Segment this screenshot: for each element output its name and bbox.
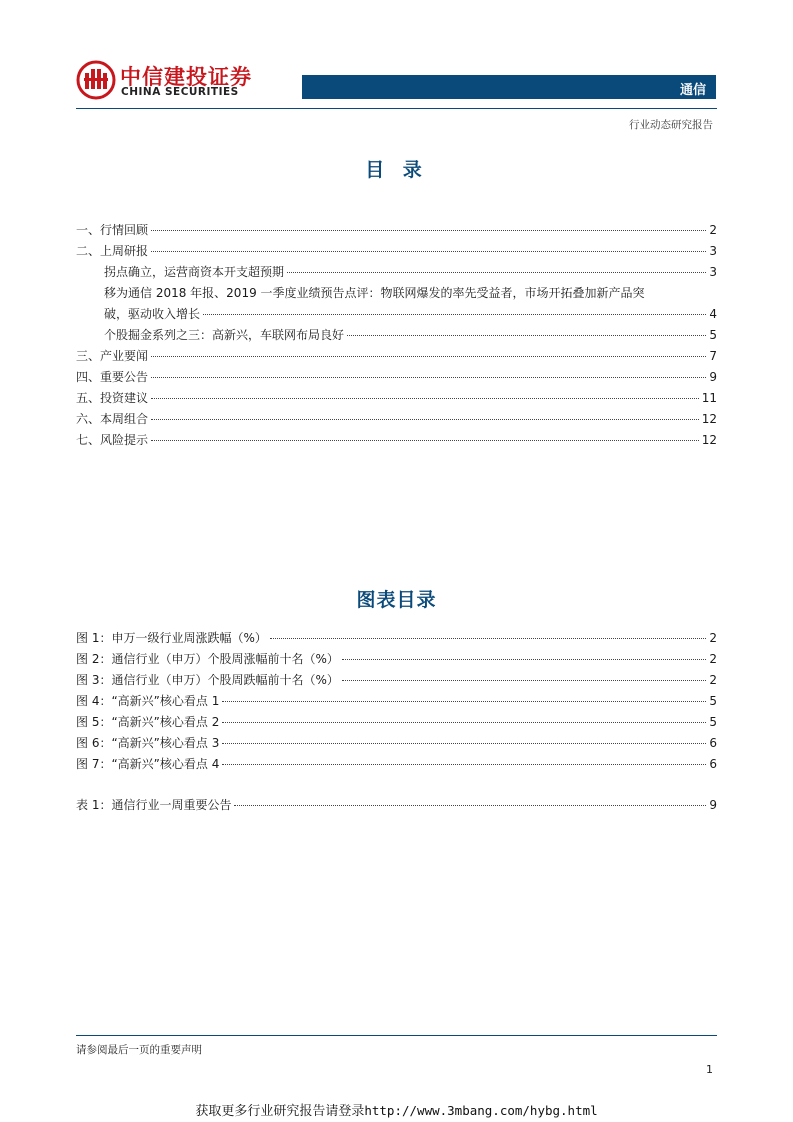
dot-leader bbox=[151, 251, 706, 252]
promo-link[interactable]: http://www.3mbang.com/hybg.html bbox=[364, 1103, 598, 1118]
figure-entry-page: 2 bbox=[709, 673, 717, 687]
toc-entry-text: 二、上周研报 bbox=[76, 244, 149, 258]
toc-entry-page: 3 bbox=[709, 244, 717, 258]
toc-entry-page: 7 bbox=[709, 349, 717, 363]
figure-entry[interactable] bbox=[76, 733, 717, 754]
table-of-contents bbox=[76, 220, 717, 451]
toc-entry-page: 2 bbox=[709, 223, 717, 237]
figure-entry-page: 2 bbox=[709, 631, 717, 645]
dot-leader bbox=[287, 272, 706, 273]
toc-title: 目 录 bbox=[365, 159, 428, 181]
figure-entry[interactable] bbox=[76, 649, 717, 670]
figure-entry-text: 图 2：通信行业（申万）个股周涨幅前十名（%） bbox=[76, 652, 339, 666]
toc-entry-text: 一、行情回顾 bbox=[76, 223, 149, 237]
promo-line bbox=[0, 1100, 793, 1119]
dot-leader bbox=[347, 335, 706, 336]
toc-entry-text: 六、本周组合 bbox=[76, 412, 149, 426]
page-number: 1 bbox=[706, 1063, 713, 1076]
company-logo bbox=[76, 60, 251, 100]
figure-entry-page: 6 bbox=[709, 757, 717, 771]
toc-entry-page: 12 bbox=[701, 433, 717, 447]
dot-leader bbox=[151, 377, 706, 378]
toc-subentry-continuation[interactable] bbox=[76, 304, 717, 325]
dot-leader bbox=[222, 722, 706, 723]
figure-entry-text: 图 4：“高新兴”核心看点 1 bbox=[76, 694, 220, 708]
toc-entry-text: 五、投资建议 bbox=[76, 391, 149, 405]
toc-entry[interactable] bbox=[76, 220, 717, 241]
dot-leader bbox=[151, 419, 699, 420]
dot-leader bbox=[342, 659, 707, 660]
figure-entry-page: 5 bbox=[709, 715, 717, 729]
toc-entry-text: 三、产业要闻 bbox=[76, 349, 149, 363]
toc-entry-text-line2: 破，驱动收入增长 bbox=[104, 307, 201, 321]
toc-entry[interactable] bbox=[76, 241, 717, 262]
figure-entry[interactable] bbox=[76, 691, 717, 712]
logo-chinese-name: 中信建投证券 bbox=[120, 65, 252, 89]
china-securities-seal-icon bbox=[76, 60, 116, 100]
dot-leader bbox=[151, 230, 706, 231]
figures-list bbox=[76, 628, 717, 775]
toc-entry-page: 11 bbox=[701, 391, 717, 405]
figure-entry[interactable] bbox=[76, 712, 717, 733]
figure-entry[interactable] bbox=[76, 754, 717, 775]
toc-entry[interactable] bbox=[76, 388, 717, 409]
figure-entry-page: 5 bbox=[709, 694, 717, 708]
dot-leader bbox=[342, 680, 707, 681]
figure-entry-text: 图 7：“高新兴”核心看点 4 bbox=[76, 757, 220, 771]
toc-entry-text: 个股掘金系列之三：高新兴，车联网布局良好 bbox=[104, 328, 345, 342]
disclaimer-note: 请参阅最后一页的重要声明 bbox=[76, 1044, 202, 1056]
table-entry-page: 9 bbox=[709, 798, 717, 812]
toc-entry[interactable] bbox=[76, 430, 717, 451]
dot-leader bbox=[270, 638, 707, 639]
dot-leader bbox=[222, 764, 706, 765]
footer-divider bbox=[76, 1035, 717, 1036]
toc-entry[interactable] bbox=[76, 367, 717, 388]
table-entry-text: 表 1：通信行业一周重要公告 bbox=[76, 798, 232, 812]
figure-entry-page: 6 bbox=[709, 736, 717, 750]
toc-subentry[interactable] bbox=[76, 262, 717, 283]
figure-entry[interactable] bbox=[76, 628, 717, 649]
report-type-label: 行业动态研究报告 bbox=[629, 119, 713, 131]
logo-english-name: CHINA SECURITIES bbox=[121, 86, 239, 98]
header-divider bbox=[76, 108, 717, 109]
figure-entry-page: 2 bbox=[709, 652, 717, 666]
toc-entry-text: 四、重要公告 bbox=[76, 370, 149, 384]
dot-leader bbox=[203, 314, 706, 315]
table-entry[interactable] bbox=[76, 795, 717, 816]
toc-entry[interactable] bbox=[76, 346, 717, 367]
figure-entry-text: 图 5：“高新兴”核心看点 2 bbox=[76, 715, 220, 729]
toc-entry[interactable] bbox=[76, 409, 717, 430]
dot-leader bbox=[151, 440, 699, 441]
figure-entry-text: 图 1：申万一级行业周涨跌幅（%） bbox=[76, 631, 267, 645]
figures-toc-title: 图表目录 bbox=[356, 589, 437, 611]
tables-list bbox=[76, 795, 717, 816]
toc-entry-text-line1: 移为通信 2018 年报、2019 一季度业绩预告点评：物联网爆发的率先受益者，市场开拓叠加新产品突 bbox=[104, 286, 645, 300]
toc-entry-text: 七、风险提示 bbox=[76, 433, 149, 447]
toc-subentry-multiline[interactable] bbox=[76, 283, 717, 304]
toc-entry-page: 5 bbox=[709, 328, 717, 342]
dot-leader bbox=[222, 701, 706, 702]
dot-leader bbox=[234, 805, 706, 806]
toc-entry-page: 12 bbox=[701, 412, 717, 426]
toc-entry-page: 9 bbox=[709, 370, 717, 384]
sector-banner bbox=[302, 75, 716, 99]
toc-entry-page: 4 bbox=[709, 307, 717, 321]
dot-leader bbox=[222, 743, 706, 744]
dot-leader bbox=[151, 356, 706, 357]
figure-entry[interactable] bbox=[76, 670, 717, 691]
toc-entry-page: 3 bbox=[709, 265, 717, 279]
figure-entry-text: 图 6：“高新兴”核心看点 3 bbox=[76, 736, 220, 750]
sector-label: 通信 bbox=[679, 83, 706, 98]
dot-leader bbox=[151, 398, 699, 399]
figure-entry-text: 图 3：通信行业（申万）个股周跌幅前十名（%） bbox=[76, 673, 339, 687]
toc-subentry[interactable] bbox=[76, 325, 717, 346]
toc-entry-text: 拐点确立，运营商资本开支超预期 bbox=[104, 265, 285, 279]
promo-text: 获取更多行业研究报告请登录 bbox=[195, 1104, 365, 1119]
